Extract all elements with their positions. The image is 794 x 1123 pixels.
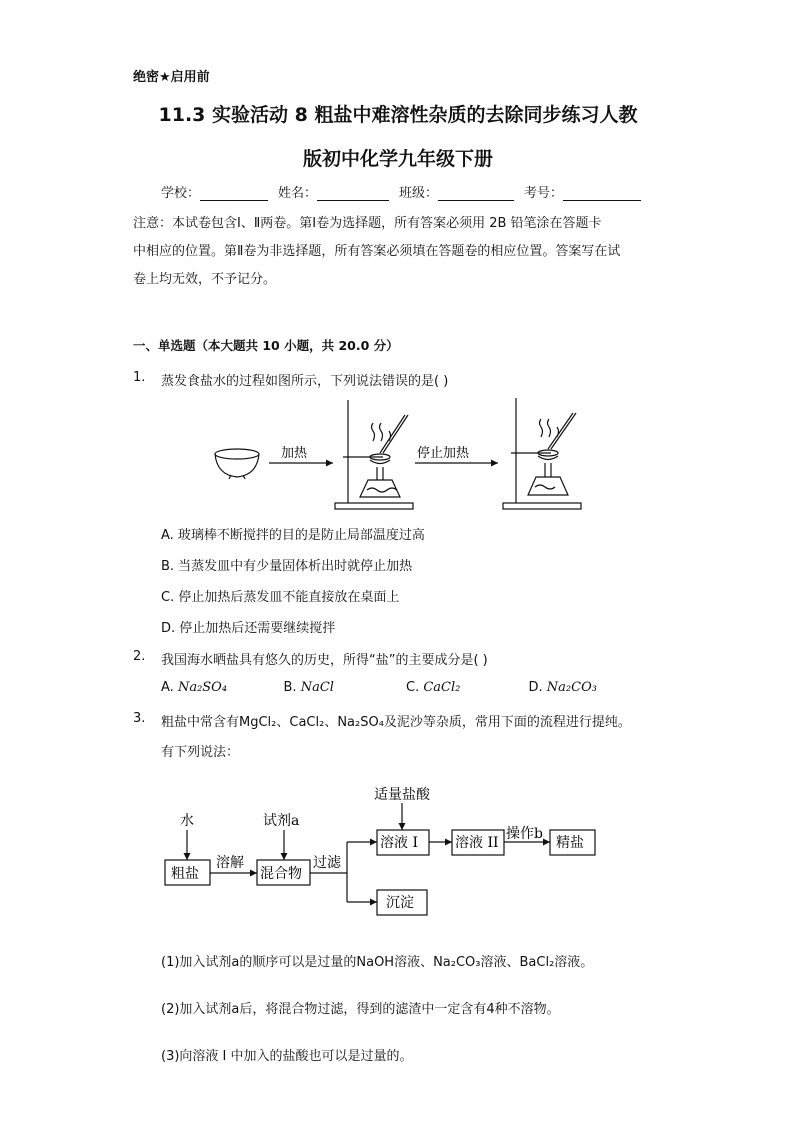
question-text: 我国海水晒盐具有悠久的历史，所得“盐”的主要成分是( ): [161, 653, 488, 668]
label-refined-salt: 精盐: [556, 835, 584, 851]
label-operation-b: 操作b: [506, 826, 543, 842]
purification-flowchart: [160, 785, 610, 920]
evaporation-diagram: [205, 395, 600, 513]
label-mixture: 混合物: [260, 866, 302, 882]
section-heading: 一、单选题（本大题共 10 小题，共 20.0 分）: [133, 338, 399, 353]
question-number: 3.: [133, 711, 146, 726]
option-a[interactable]: A. Na₂SO₄: [161, 680, 228, 695]
label-water: 水: [180, 813, 194, 829]
question-text-line1: 粗盐中常含有MgCl₂、CaCl₂、Na₂SO₄及泥沙等杂质，常用下面的流程进行提纯。: [161, 715, 631, 730]
q2-options: [161, 680, 651, 695]
question-number: 1.: [133, 370, 146, 385]
question-text: 蒸发食盐水的过程如图所示，下列说法错误的是( ): [161, 374, 449, 389]
page-title-line2: 版初中化学九年级下册: [302, 148, 493, 170]
exam-number-field[interactable]: 考号：: [524, 182, 641, 201]
label-dissolve: 溶解: [216, 855, 244, 871]
label-filter: 过滤: [313, 855, 341, 871]
name-field[interactable]: 姓名：: [278, 182, 389, 201]
label-precipitate: 沉淀: [386, 895, 414, 911]
secret-label: 绝密★启用前: [133, 70, 210, 85]
option-d[interactable]: D. Na₂CO₃: [528, 680, 597, 695]
option-b[interactable]: B. 当蒸发皿中有少量固体析出时就停止加热: [161, 559, 413, 574]
label-hcl: 适量盐酸: [374, 787, 430, 803]
option-c[interactable]: C. 停止加热后蒸发皿不能直接放在桌面上: [161, 590, 400, 605]
question-text-line2: 有下列说法：: [161, 745, 240, 760]
statement-3: (3)向溶液 I 中加入的盐酸也可以是过量的。: [161, 1049, 413, 1064]
arrow1-label: 加热: [281, 446, 308, 461]
option-a[interactable]: A. 玻璃棒不断搅拌的目的是防止局部温度过高: [161, 528, 425, 543]
label-solution-1: 溶液 I: [380, 835, 418, 851]
statement-1: (1)加入试剂a的顺序可以是过量的NaOH溶液、Na₂CO₃溶液、BaCl₂溶液。: [161, 955, 594, 970]
label-reagent-a: 试剂a: [263, 813, 300, 829]
student-info-row: [161, 182, 641, 201]
class-field[interactable]: 班级：: [399, 182, 514, 201]
question-number: 2.: [133, 649, 146, 664]
school-field[interactable]: 学校：: [161, 182, 268, 201]
option-c[interactable]: C. CaCl₂: [406, 680, 461, 695]
page-title-line1: 11.3 实验活动 8 粗盐中难溶性杂质的去除同步练习人教: [158, 104, 638, 126]
cooling-apparatus: [503, 398, 581, 509]
exam-notice: 注意：本试卷包含Ⅰ、Ⅱ两卷。第Ⅰ卷为选择题，所有答案必须用 2B 铅笔涂在答题卡 中相应的位置。第Ⅱ卷为非选择题，所有答案必须填在答题卷的相应位置。答案写在试 卷上均无效，不予记分。: [133, 216, 621, 287]
label-solution-2: 溶液 II: [455, 835, 499, 851]
option-b[interactable]: B. NaCl: [283, 680, 334, 695]
label-crude-salt: 粗盐: [171, 866, 199, 882]
arrow2-label: 停止加热: [417, 446, 470, 461]
statement-2: (2)加入试剂a后，将混合物过滤，得到的滤渣中一定含有4种不溶物。: [161, 1002, 560, 1017]
option-d[interactable]: D. 停止加热后还需要继续搅拌: [161, 621, 336, 636]
heating-apparatus: [335, 400, 413, 509]
evaporating-dish: [215, 449, 259, 479]
